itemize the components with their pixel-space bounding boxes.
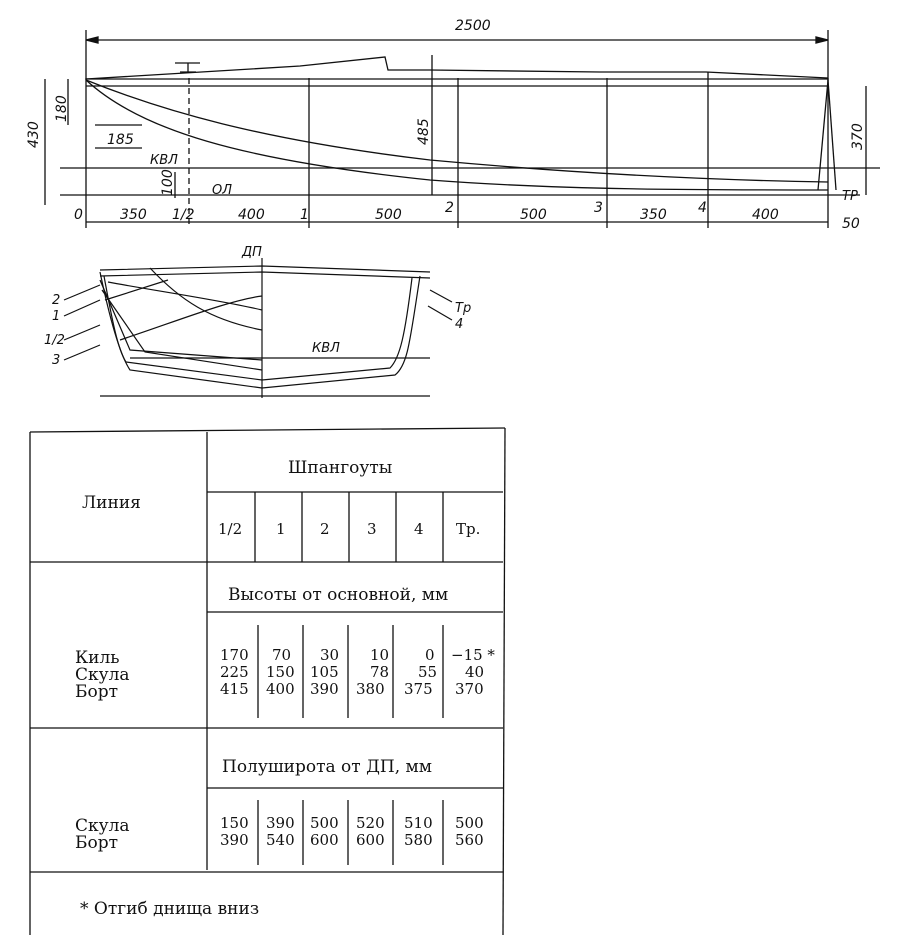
- spacing-400-a: 400: [238, 207, 265, 223]
- row-label-keel: Киль: [75, 648, 120, 668]
- label-kvl-side: КВЛ: [150, 153, 178, 168]
- cell-keel-0: 170: [220, 646, 249, 664]
- cell-chine-h-1: 150: [266, 663, 295, 681]
- label-dp: ДП: [242, 245, 262, 260]
- dim-100: 100: [160, 169, 176, 196]
- body-plan: [64, 258, 452, 398]
- cell-side-b-0: 390: [220, 831, 249, 849]
- frame-header-4: 4: [414, 520, 424, 538]
- cell-side-h-2: 390: [310, 680, 339, 698]
- cell-chine-h-2: 105: [310, 663, 339, 681]
- dim-485: 485: [416, 118, 432, 145]
- halfbreadths-title: Полуширота от ДП, мм: [222, 757, 433, 777]
- body-label-1: 1: [52, 309, 61, 324]
- cell-side-h-4: 375: [404, 680, 433, 698]
- spacing-350-b: 350: [640, 207, 667, 223]
- spacing-500-b: 500: [520, 207, 547, 223]
- dim-overall-length: 2500: [455, 18, 491, 34]
- body-label-3: 3: [52, 353, 61, 368]
- dim-430: 430: [26, 121, 42, 148]
- dim-370: 370: [850, 123, 866, 150]
- body-label-2: 2: [52, 293, 61, 308]
- cell-chine-h-0: 225: [220, 663, 249, 681]
- spacing-350-a: 350: [120, 207, 147, 223]
- frame-header-2: 2: [320, 520, 330, 538]
- station-mark-1-2: 1/2: [172, 207, 195, 223]
- spacing-500-a: 500: [375, 207, 402, 223]
- frame-header-tr: Тр.: [456, 520, 481, 538]
- label-tr-body: Тр: [455, 301, 472, 316]
- cell-side-b-1: 540: [266, 831, 295, 849]
- cell-keel-4: 0: [425, 646, 435, 664]
- row-label-chine-b: Скула: [75, 816, 130, 836]
- cell-chine-h-3: 78: [370, 663, 390, 681]
- row-label-side-h: Борт: [75, 682, 119, 702]
- cell-side-b-3: 600: [356, 831, 385, 849]
- heights-title: Высоты от основной, мм: [228, 585, 449, 605]
- dim-185: 185: [107, 132, 134, 148]
- cell-chine-h-4: 55: [418, 663, 438, 681]
- label-4-body: 4: [455, 317, 464, 332]
- table-footnote: * Отгиб днища вниз: [80, 899, 260, 919]
- station-mark-1: 1: [300, 207, 309, 223]
- spacing-400-b: 400: [752, 207, 779, 223]
- cell-chine-h-5: 40: [465, 663, 485, 681]
- table-col-line: Линия: [82, 493, 141, 513]
- cell-keel-2: 30: [320, 646, 340, 664]
- cell-chine-b-5: 500: [455, 814, 484, 832]
- cell-side-h-0: 415: [220, 680, 249, 698]
- cell-side-h-5: 370: [455, 680, 484, 698]
- cell-side-b-5: 560: [455, 831, 484, 849]
- dim-180: 180: [54, 95, 70, 122]
- cell-side-b-4: 580: [404, 831, 433, 849]
- cell-side-b-2: 600: [310, 831, 339, 849]
- frame-header-1-2: 1/2: [218, 520, 243, 538]
- cell-keel-3: 10: [370, 646, 390, 664]
- cell-keel-1: 70: [272, 646, 292, 664]
- cell-chine-b-3: 520: [356, 814, 385, 832]
- side-view-labels: [26, 18, 866, 232]
- body-label-1-2: 1/2: [44, 333, 65, 348]
- cell-chine-b-1: 390: [266, 814, 295, 832]
- station-mark-2: 2: [445, 200, 454, 216]
- cell-chine-b-0: 150: [220, 814, 249, 832]
- row-label-side-b: Борт: [75, 833, 119, 853]
- frame-header-3: 3: [367, 520, 377, 538]
- table-text: [75, 458, 495, 919]
- frame-header-1: 1: [276, 520, 286, 538]
- side-view: [45, 30, 880, 228]
- row-label-chine-h: Скула: [75, 665, 130, 685]
- label-kvl-body: КВЛ: [312, 341, 340, 356]
- cell-side-h-3: 380: [356, 680, 385, 698]
- dim-50: 50: [842, 216, 860, 232]
- station-mark-0: 0: [74, 207, 83, 223]
- label-ol-side: ОЛ: [212, 183, 233, 198]
- cell-keel-5: −15 *: [451, 646, 495, 664]
- cell-chine-b-4: 510: [404, 814, 433, 832]
- table-col-frames: Шпангоуты: [288, 458, 393, 478]
- label-tr-side: ТР: [842, 189, 858, 204]
- station-mark-4: 4: [698, 200, 707, 216]
- station-mark-3: 3: [594, 200, 603, 216]
- cell-side-h-1: 400: [266, 680, 295, 698]
- cell-chine-b-2: 500: [310, 814, 339, 832]
